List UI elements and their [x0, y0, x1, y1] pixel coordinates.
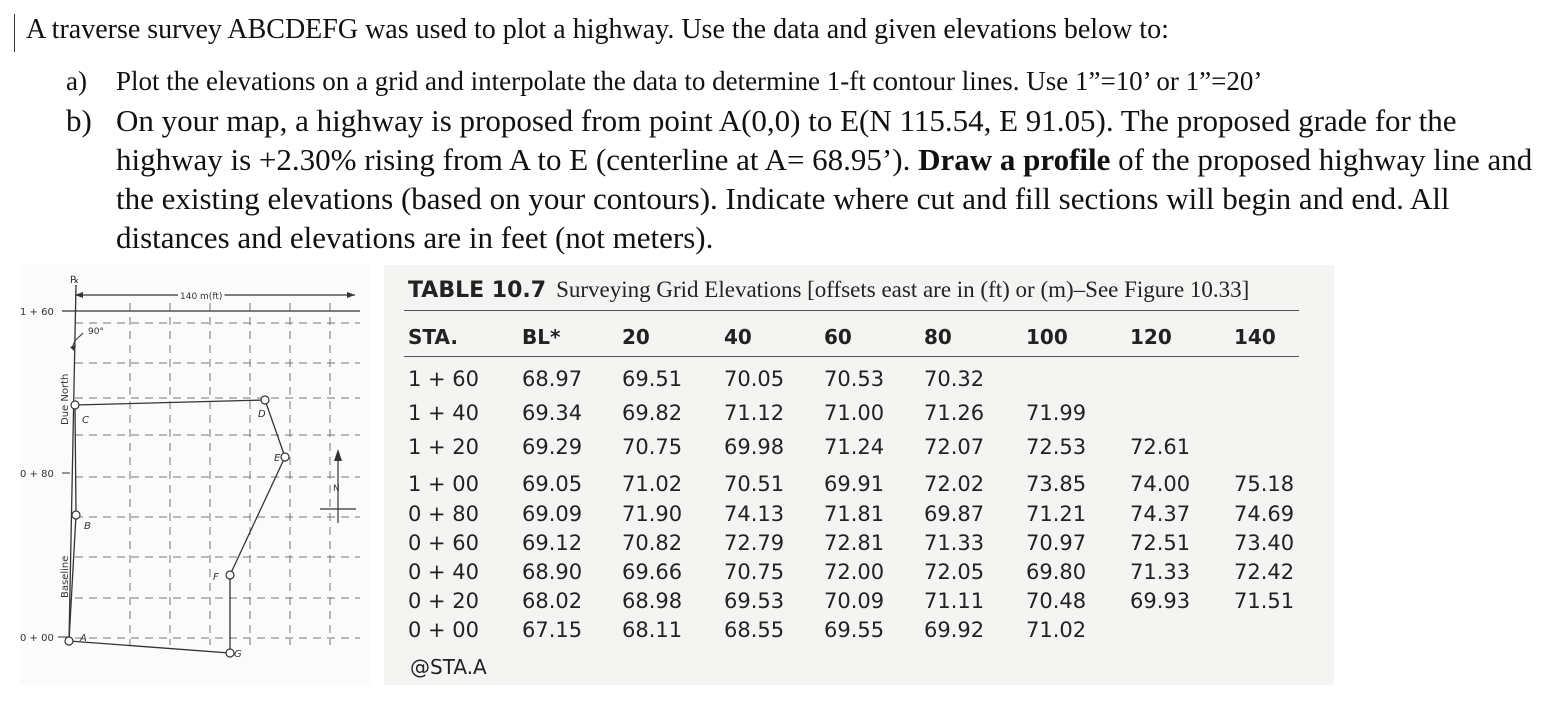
elevation-cell: 70.75	[622, 435, 683, 459]
elevation-cell: 68.55	[724, 618, 785, 642]
elevation-cell: 70.32	[924, 367, 985, 391]
header-120: 120	[1130, 325, 1172, 349]
baseline-label: Baseline	[60, 555, 71, 598]
header-60: 60	[824, 325, 852, 349]
elevation-cell: 69.55	[824, 618, 885, 642]
elevation-table	[384, 265, 1334, 685]
elevation-cell: 70.48	[1026, 589, 1087, 613]
part-b-label: b)	[66, 103, 92, 138]
station-cell: 0 + 20	[408, 589, 480, 613]
point-label-g: G	[234, 649, 242, 660]
elevation-cell: 75.18	[1234, 472, 1295, 496]
elevation-cell: 69.66	[622, 560, 683, 584]
elevation-cell: 69.93	[1130, 589, 1191, 613]
elevation-cell: 70.97	[1026, 531, 1087, 555]
elevation-cell: 74.69	[1234, 502, 1295, 526]
part-b-text-1: On your map, a highway is proposed from point A(0,0) to E(N 115.54, E 91.05). The proposed grade for the highway is +2.30% rising from A to E (centerline at A= 68.95’).	[116, 103, 1457, 177]
north-label: N	[333, 484, 340, 494]
elevation-cell: 68.90	[522, 560, 583, 584]
elevation-cell: 69.51	[622, 367, 683, 391]
table-top-rule	[404, 310, 1299, 311]
part-b-text	[116, 101, 1560, 257]
elevation-cell: 69.53	[724, 589, 785, 613]
elevation-cell: 69.09	[522, 502, 583, 526]
station-cell: 1 + 60	[408, 367, 480, 391]
elevation-cell: 69.80	[1026, 560, 1087, 584]
problem-parts	[66, 62, 1560, 257]
elevation-cell: 69.98	[724, 435, 785, 459]
elevation-cell: 72.07	[924, 435, 985, 459]
station-cell: 0 + 80	[408, 502, 480, 526]
dimension-label: 140 m(ft)	[180, 292, 223, 302]
part-b	[66, 101, 1560, 257]
station-cell: 1 + 20	[408, 435, 480, 459]
station-label-160: 1 + 60	[20, 307, 54, 318]
station-cell: 1 + 00	[408, 472, 480, 496]
elevation-cell: 71.21	[1026, 502, 1087, 526]
elevation-cell: 71.99	[1026, 401, 1087, 425]
header-sta: STA.	[408, 325, 458, 349]
elevation-cell: 69.82	[622, 401, 683, 425]
elevation-cell: 72.02	[924, 472, 985, 496]
elevation-cell: 71.00	[824, 401, 885, 425]
header-40: 40	[724, 325, 752, 349]
elevation-cell: 74.00	[1130, 472, 1191, 496]
point-label-d: D	[258, 409, 266, 420]
elevation-cell: 72.53	[1026, 435, 1087, 459]
elevation-cell: 70.82	[622, 531, 683, 555]
elevation-cell: 72.79	[724, 531, 785, 555]
part-a-label: a)	[66, 66, 87, 96]
north-arrow-head	[334, 449, 342, 461]
table-title: Surveying Grid Elevations [offsets east are in (ft) or (m)–See Figure 10.33]	[556, 277, 1250, 302]
elevation-cell: 70.09	[824, 589, 885, 613]
elevation-cell: 71.26	[924, 401, 985, 425]
elevation-cell: 71.24	[824, 435, 885, 459]
station-label-080: 0 + 80	[20, 469, 54, 480]
elevation-cell: 72.00	[824, 560, 885, 584]
station-cell: 0 + 40	[408, 560, 480, 584]
elevation-cell: 68.98	[622, 589, 683, 613]
station-cell: 0 + 00	[408, 618, 480, 642]
station-cell: 1 + 40	[408, 401, 480, 425]
elevation-cell: 71.90	[622, 502, 683, 526]
elevation-cell: 69.92	[924, 618, 985, 642]
centerline-symbol: ℞	[70, 275, 79, 286]
elevation-cell: 68.02	[522, 589, 583, 613]
elevation-cell: 71.12	[724, 401, 785, 425]
grid-dashes	[75, 303, 360, 645]
elevation-cell: 70.05	[724, 367, 785, 391]
elevation-cell: 74.37	[1130, 502, 1191, 526]
point-label-a: A	[80, 633, 87, 644]
dim-arrow-right	[347, 292, 355, 298]
elevation-cell: 68.97	[522, 367, 583, 391]
header-100: 100	[1026, 325, 1068, 349]
point-label-f: F	[213, 572, 219, 583]
elevation-cell: 71.02	[622, 472, 683, 496]
elevation-cell: 71.33	[924, 531, 985, 555]
traverse-svg	[20, 265, 370, 685]
header-bl: BL*	[522, 325, 561, 349]
header-80: 80	[924, 325, 952, 349]
elevation-cell: 71.51	[1234, 589, 1295, 613]
table-caption	[408, 277, 1249, 303]
table-footnote: @STA.A	[410, 655, 487, 679]
point-label-e: E	[274, 453, 281, 464]
point-label-b: B	[84, 521, 91, 532]
elevation-cell: 72.81	[824, 531, 885, 555]
elevation-cell: 70.53	[824, 367, 885, 391]
problem-intro: A traverse survey ABCDEFG was used to plot a highway. Use the data and given elevations below to:	[26, 14, 1169, 45]
table-header-rule	[404, 356, 1299, 357]
header-140: 140	[1234, 325, 1276, 349]
elevation-cell: 69.29	[522, 435, 583, 459]
elevation-cell: 74.13	[724, 502, 785, 526]
elevation-cell: 70.51	[724, 472, 785, 496]
elevation-cell: 69.34	[522, 401, 583, 425]
header-20: 20	[622, 325, 650, 349]
part-a	[66, 62, 1560, 101]
part-b-text-2: of the proposed highway line and the existing elevations (based on your contours). Indicate where cut and fill sections will begin and end. All distances and elevations are in feet (not meters).	[116, 142, 1533, 255]
elevation-cell: 67.15	[522, 618, 583, 642]
station-cell: 0 + 60	[408, 531, 480, 555]
elevation-cell: 72.61	[1130, 435, 1191, 459]
station-label-000: 0 + 00	[20, 633, 54, 644]
elevation-cell: 71.81	[824, 502, 885, 526]
elevation-cell: 73.85	[1026, 472, 1087, 496]
traverse-figure	[20, 265, 370, 685]
due-north-label: Due North	[60, 373, 71, 425]
text-cursor-bar	[14, 14, 15, 52]
elevation-cell: 69.91	[824, 472, 885, 496]
elevation-cell: 72.05	[924, 560, 985, 584]
table-number: TABLE 10.7	[408, 278, 547, 303]
elevation-cell: 73.40	[1234, 531, 1295, 555]
elevation-cell: 71.02	[1026, 618, 1087, 642]
elevation-cell: 71.33	[1130, 560, 1191, 584]
part-a-text: Plot the elevations on a grid and interpolate the data to determine 1-ft contour lines. Use 1”=10’ or 1”=20’	[116, 66, 1263, 96]
elevation-cell: 69.05	[522, 472, 583, 496]
traverse-line	[69, 400, 285, 653]
elevation-cell: 69.87	[924, 502, 985, 526]
elevation-cell: 72.51	[1130, 531, 1191, 555]
elevation-cell: 68.11	[622, 618, 683, 642]
point-label-c: C	[82, 415, 89, 426]
elevation-cell: 72.42	[1234, 560, 1295, 584]
elevation-cell: 69.12	[522, 531, 583, 555]
part-b-bold: Draw a profile	[918, 142, 1111, 177]
angle-label: 90°	[88, 327, 104, 337]
elevation-cell: 71.11	[924, 589, 985, 613]
elevation-cell: 70.75	[724, 560, 785, 584]
